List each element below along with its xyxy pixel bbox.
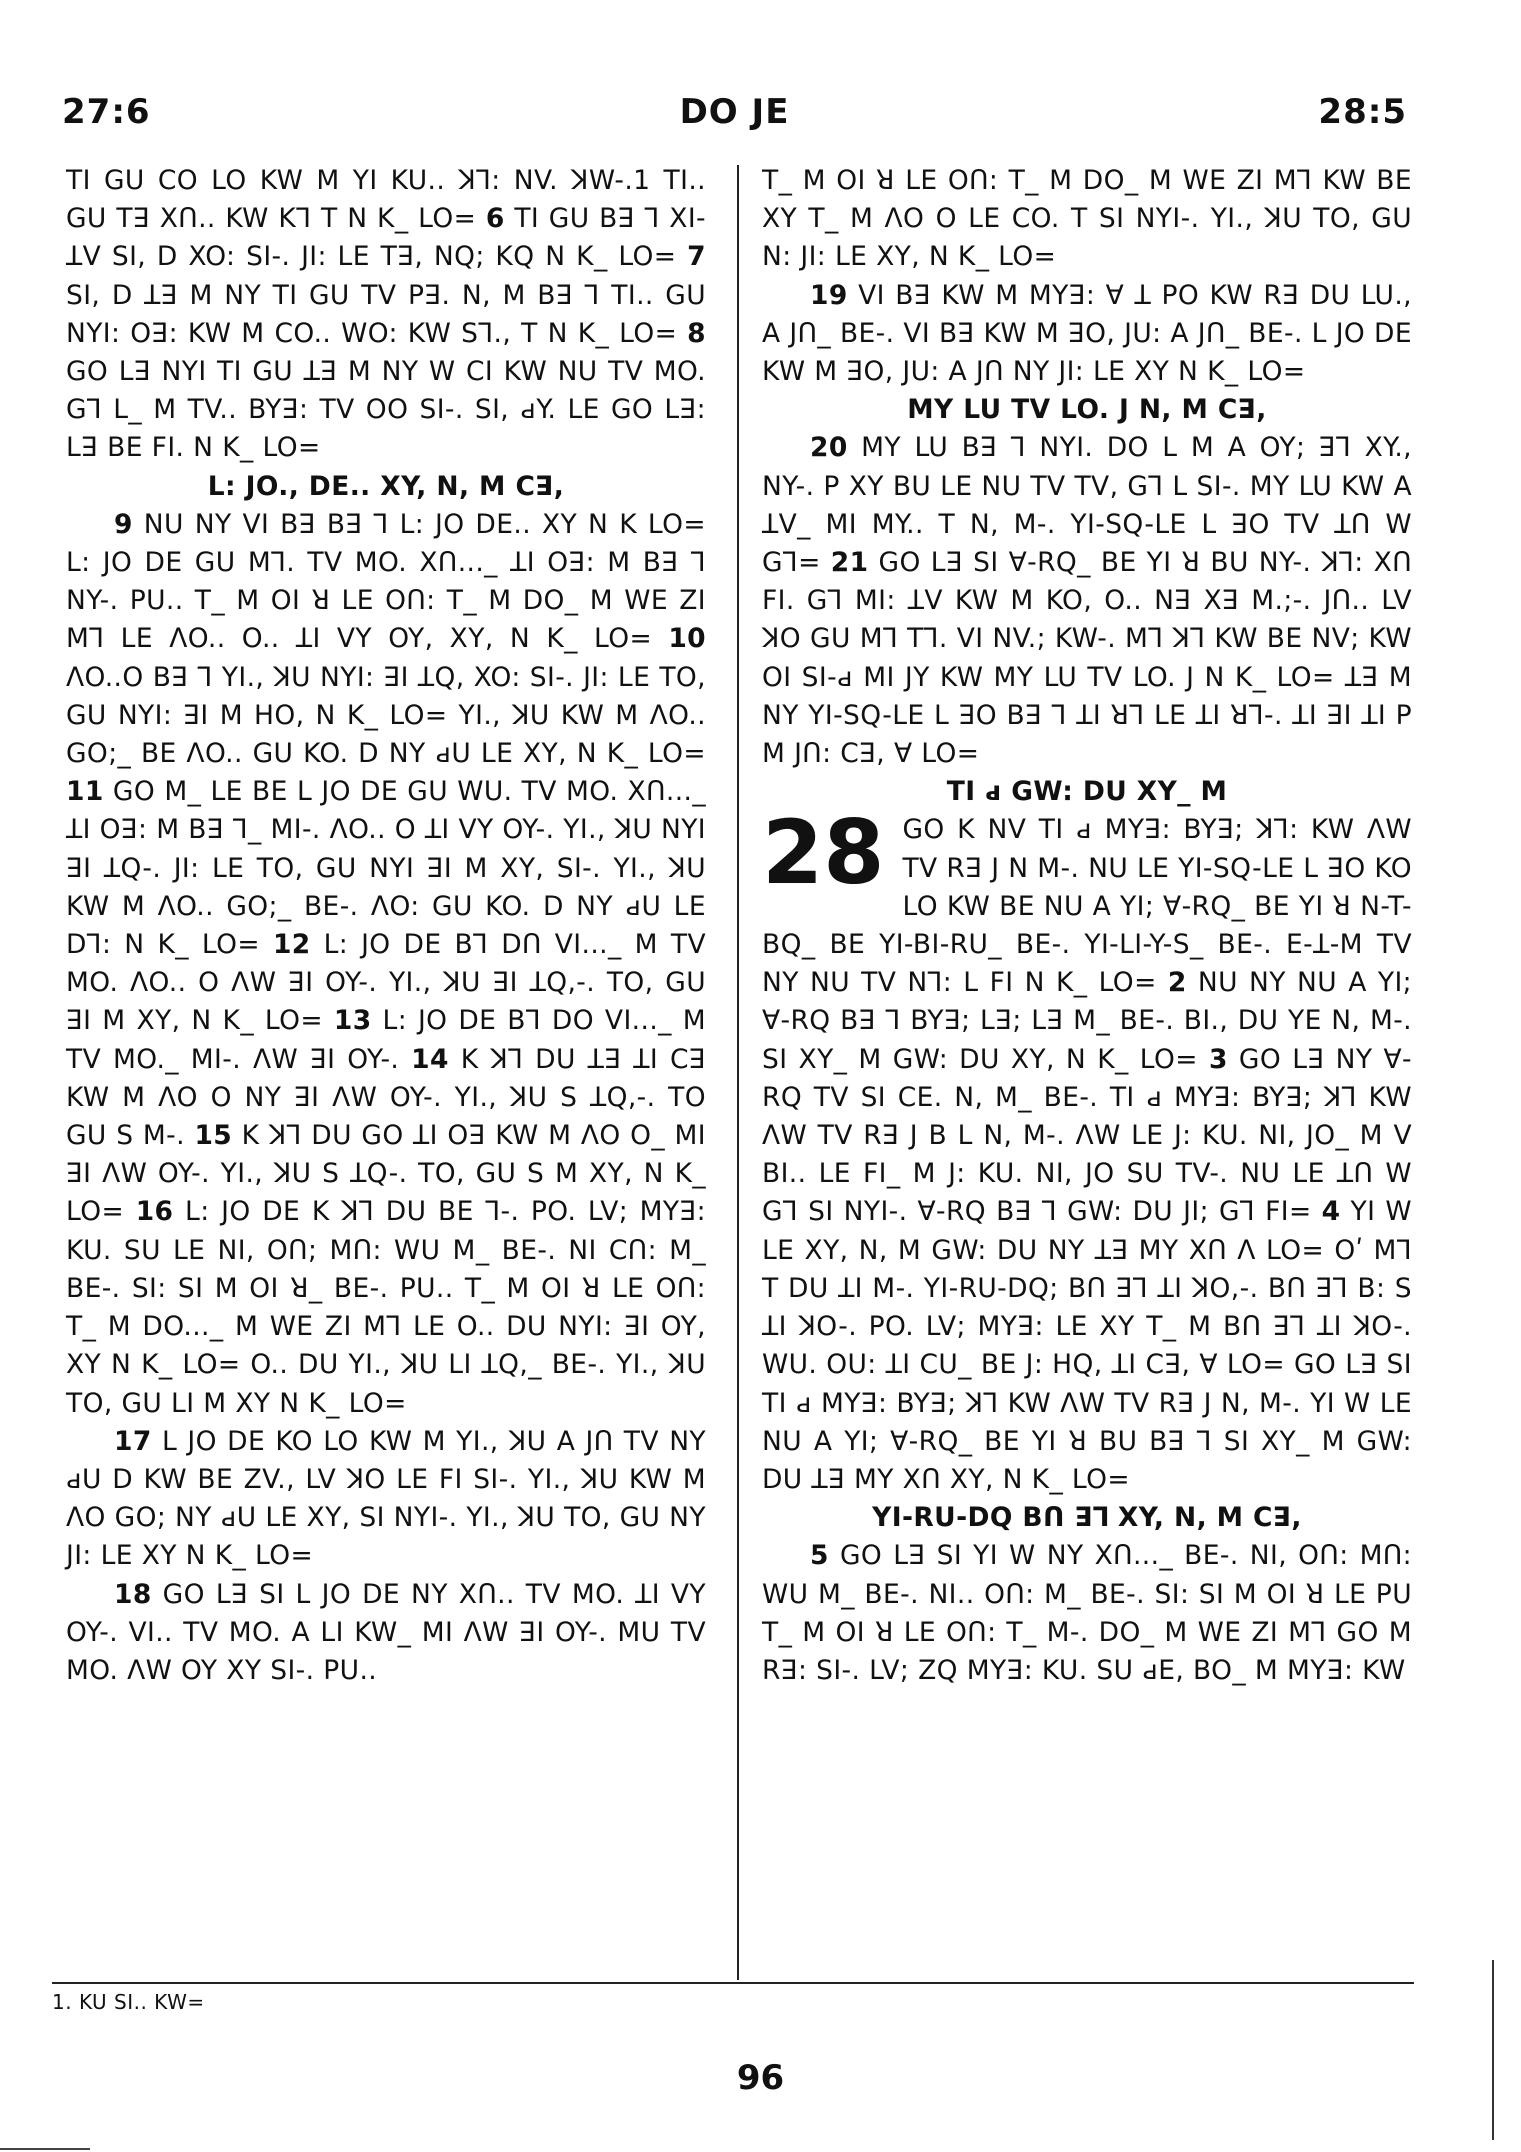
margin-mark [1492, 1960, 1494, 2140]
paragraph [66, 1423, 706, 1576]
section-heading: TI ԁ GW: DU XY_ M [946, 776, 1228, 808]
verse-number: 17 [114, 1425, 152, 1457]
column-divider [737, 165, 739, 1980]
paragraph [66, 1576, 706, 1691]
verse-number: 15 [194, 1120, 233, 1152]
verse-number: 20 [810, 432, 848, 464]
verse-number: 6 [485, 203, 505, 235]
verse-number: 2 [1167, 967, 1187, 999]
verse-number: 5 [810, 1540, 829, 1572]
verse-number: 18 [114, 1578, 152, 1610]
verse-text: L: JO DE K ꓘꓶ DU BE ꓶ-. PO. LV; MYꓱ: KU. SU LE NI, Oꓵ; Mꓵ: WU M_ BE-. NI Cꓵ: M_ BE-. SI: SI M Oꓲ ꓤ_ BE-. PU.. T_ M Oꓲ ꓤ LE Oꓵ: T_ M DO..._ M WE ZI Mꓶ LE O.. DU NYI: ꓱI OY, XY N K_ LO= O.. DU YI., ꓘU LI ꓕQ,_ BE-. YI., ꓘU TO, GU LI M XY N K_ LO= [66, 1196, 706, 1419]
left-column [66, 162, 706, 1690]
verse-number: 3 [1208, 1043, 1228, 1075]
verse-text: MY LU Bꓱ ꓶ NYI. DO L M A OY; ꓱꓶ XY., NY-. P XY BU LE NU TV TV, Gꓶ L SI-. MY LU KW A ꓕV_ MI MY.. T N, M-. YI-SQ-LE L ꓱO TV ꓕꓵ W Gꓶ= [762, 432, 1412, 579]
verse-text: NU NY VI Bꓱ Bꓱ ꓶ L: JO DE.. XY N K LO= L: JO DE GU Mꓶ. TV MO. Xꓵ..._ ꓕI Oꓱ: M Bꓱ ꓶ NY-. PU.. T_ M Oꓲ ꓤ LE Oꓵ: T_ M DO_ M WE ZI Mꓶ LE ꓥO.. O.. ꓕI VY OY, XY, N K_ LO= [66, 508, 706, 655]
verse-number: 14 [411, 1043, 449, 1075]
paragraph [762, 801, 1413, 1499]
verse-text: TI GU Bꓱ ꓶ XI-ꓕV SI, D XO: SI-. JI: LE Tꓱ, NQ; KQ N K_ LO= [66, 203, 707, 273]
paragraph [762, 277, 1412, 392]
footnote: 1. KU SI.. KW= [52, 1990, 205, 2014]
verse-text: T_ M Oꓲ ꓤ LE Oꓵ: T_ M DO_ M WE ZI Mꓶ KW BE XY T_ M ꓥO O LE CO. T SI NYI-. YI., ꓘU TO, GU N: JI: LE XY, N K_ LO= [762, 165, 1412, 273]
verse-number: 13 [333, 1005, 372, 1037]
verse-text: NU NY NU A YI; ꓯ-RQ Bꓱ ꓶ BYꓱ; Lꓱ; Lꓱ M_ BE-. BI., DU YE N, M-. SI XY_ M GW: DU XY, N K_ LO= [762, 967, 1413, 1075]
verse-text: GO Lꓱ NYI TI GU ꓕꓱ M NY W CI KW NU TV MO. Gꓶ L_ M TV.. BYꓱ: TV OO SI-. SI, ԁY. LE GO Lꓱ: Lꓱ BE FI. N K_ LO= [66, 356, 706, 464]
section-heading: L: JO., DE.. XY, N, M Cꓱ, [207, 470, 565, 502]
verse-text: TI GU CO LO KW M YI KU.. ꓘꓶ: NV. ꓘW-.1 TI.. GU Tꓱ Xꓵ.. KW Kꓶ T N K_ LO= [66, 165, 706, 235]
verse-number: 10 [668, 623, 706, 655]
verse-text: GO Lꓱ SI YI W NY Xꓵ..._ BE-. NI, Oꓵ: Mꓵ: WU M_ BE-. NI.. Oꓵ: M_ BE-. SI: SI M Oꓲ ꓤ LE PU T_ M Oꓲ ꓤ LE Oꓵ: T_ M-. DO_ M WE ZI Mꓶ GO M Rꓱ: SI-. LV; ZQ MYꓱ: KU. SU ԁE, BO_ M MYꓱ: KW [762, 1540, 1412, 1686]
verse-text: GO M_ LE BE L JO DE GU WU. TV MO. Xꓵ..._ ꓕI Oꓱ: M Bꓱ ꓶ_ MI-. ꓥO.. O ꓕI VY OY-. YI., ꓘU NYI ꓱI ꓕQ-. JI: LE TO, GU NYI ꓱI M XY, SI-. YI., ꓘU KW M ꓥO.. GO;_ BE-. ꓥO: GU KO. D NY ԁU LE Dꓶ: N K_ LO= [66, 776, 706, 961]
verse-text: YI W LE XY, N, M GW: DU NY ꓕꓱ MY Xꓵ ꓥ LO= Oʹ Mꓶ T DU ꓕI M-. YI-ꓣU-DQ; Bꓵ ꓱꓶ ꓕI ꓘO,-. Bꓵ ꓱꓶ B: S ꓕI ꓘO-. PO. LV; MYꓱ: LE XY T_ M Bꓵ ꓱꓶ ꓕI ꓘO-. WU. OU: ꓕI CU_ BE J: HQ, ꓕI Cꓱ, ꓯ LO= GO Lꓱ SI TI ԁ MYꓱ: BYꓱ; ꓘꓶ KW ꓥW TV Rꓱ J N, M-. YI W LE NU A YI; ꓯ-RQ_ BE YI ꓤ BU Bꓱ ꓶ SI XY_ M GW: DU ꓕꓱ MY Xꓵ XY, N K_ LO= [762, 1196, 1412, 1495]
verse-number: 4 [1321, 1196, 1341, 1228]
verse-number: 16 [135, 1196, 174, 1228]
verse-number: 21 [830, 547, 869, 579]
verse-number: 19 [810, 279, 848, 311]
footnote-divider [52, 1982, 1414, 1984]
page-number: 96 [736, 2058, 785, 2098]
paragraph [66, 162, 706, 468]
verse-number: 12 [272, 929, 311, 961]
edge-line [0, 2148, 90, 2150]
paragraph [762, 1537, 1412, 1690]
verse-text: GO K NV TI ԁ MYꓱ: BYꓱ; ꓘꓶ: KW ꓥW TV Rꓱ J N M-. NU LE YI-SQ-LE L ꓱO KO LO KW BE NU A YI; ꓯ-RQ_ BE YI ꓤ N-T-BQ_ BE YI-BI-ꓣU_ BE-. YI-LI-Y-S_ BE-. E-ꓕ-M TV NY NU TV Nꓶ: L FI N K_ LO= [762, 814, 1412, 999]
verse-text: ꓥO..O Bꓱ ꓶ YI., ꓘU NYI: ꓱI ꓕQ, XO: SI-. JI: LE TO, GU NYI: ꓱI M HO, N K_ LO= YI., ꓘU KW M ꓥO.. GO;_ BE ꓥO.. GU KO. D NY ԁU LE XY, N K_ LO= [66, 661, 706, 770]
paragraph [762, 162, 1412, 277]
verse-number: 11 [66, 776, 104, 808]
verse-number: 8 [687, 317, 707, 349]
page-header [62, 92, 1407, 142]
header-book-title: DO JE [679, 92, 790, 132]
verse-text: GO Lꓱ NY ꓯ-RQ TV SI CE. N, M_ BE-. TI ԁ MYꓱ: BYꓱ; ꓘꓶ KW ꓥW TV Rꓱ J B L N, M-. ꓥW LE J: KU. NI, JO_ M V BI.. LE FI_ M J: KU. NI, JO SU TV-. NU LE ꓕꓵ W Gꓶ SI NYI-. ꓯ-RQ Bꓱ ꓶ GW: DU JI; Gꓶ FI= [762, 1043, 1413, 1228]
verse-number: 7 [687, 241, 707, 273]
verse-text: VI Bꓱ KW M MYꓱ: ꓯ ꓕ PO KW Rꓱ DU LU., A Jꓵ_ BE-. VI Bꓱ KW M ꓱO, JU: A Jꓵ_ BE-. L JO DE KW M ꓱO, JU: A Jꓵ NY JI: LE XY N K_ LO= [762, 279, 1412, 388]
verse-text: L JO DE KO LO KW M YI., ꓘU A Jꓵ TV NY ԁU D KW BE ZV., LV ꓘO LE FI SI-. YI., ꓘU KW M ꓥO GO; NY ԁU LE XY, SI NYI-. YI., ꓘU TO, GU NY JI: LE XY N K_ LO= [66, 1425, 706, 1572]
verse-text: K ꓘꓶ DU GO ꓕI Oꓱ KW M ꓥO O_ MI ꓱI ꓥW OY-. YI., ꓘU S ꓕQ-. TO, GU S M XY, N K_ LO= [66, 1120, 706, 1228]
verse-text: GO Lꓱ SI L JO DE NY Xꓵ.. TV MO. ꓕI VY OY-. VI.. TV MO. A LI KW_ MI ꓥW ꓱI OY-. MU TV MO. ꓥW OY XY SI-. PU.. [66, 1578, 707, 1686]
chapter-block [762, 801, 1413, 1499]
header-left-reference: 27:6 [62, 92, 151, 132]
section-heading: MY LU TV LO. J N, M Cꓱ, [907, 394, 1267, 426]
section-heading: YI-ꓣU-DQ Bꓵ ꓱꓶ XY, N, M Cꓱ, [872, 1502, 1302, 1534]
right-column [762, 162, 1412, 1690]
verse-number: 9 [114, 508, 133, 540]
verse-text: SI, D ꓕꓱ M NY TI GU TV Pꓱ. N, M Bꓱ ꓶ TI.. GU NYI: Oꓱ: KW M CO.. WO: KW Sꓶ., T N K_ LO= [66, 279, 706, 349]
paragraph [762, 429, 1412, 773]
verse-text: L: JO DE Bꓶ Dꓵ VI..._ M TV MO. ꓥO.. O ꓥW ꓱI OY-. YI., ꓘU ꓱI ꓕQ,-. TO, GU ꓱI M XY, N K_ LO= [66, 929, 706, 1037]
verse-text: GO Lꓱ SI ꓯ-RQ_ BE YI ꓤ BU NY-. ꓘꓶ: Xꓵ FI. Gꓶ MI: ꓕV KW M KO, O.. Nꓱ Xꓱ M.;-. Jꓵ.. LV ꓘO GU Mꓶ Tꓶ. VI NV.; KW-. Mꓶ ꓘꓶ KW BE NV; KW Oꓲ SI-ԁ MI JY KW MY LU TV LO. J N K_ LO= ꓕꓱ M NY YI-SQ-LE L ꓱO Bꓱ ꓶ ꓕI ꓤꓶ LE ꓕI ꓤꓶ-. ꓕI ꓱI ꓕI P M Jꓵ: Cꓱ, ꓯ LO= [762, 547, 1412, 770]
verse-text: K ꓘꓶ DU ꓕꓱ ꓕI Cꓱ KW M ꓥO O NY ꓱI ꓥW OY-. YI., ꓘU S ꓕQ,-. TO GU S M-. [66, 1043, 707, 1152]
chapter-number: 28 [762, 801, 885, 905]
verse-text: L: JO DE Bꓶ DO VI..._ M TV MO._ MI-. ꓥW ꓱI OY-. [66, 1005, 706, 1075]
header-right-reference: 28:5 [1318, 92, 1407, 132]
paragraph [66, 506, 706, 1423]
